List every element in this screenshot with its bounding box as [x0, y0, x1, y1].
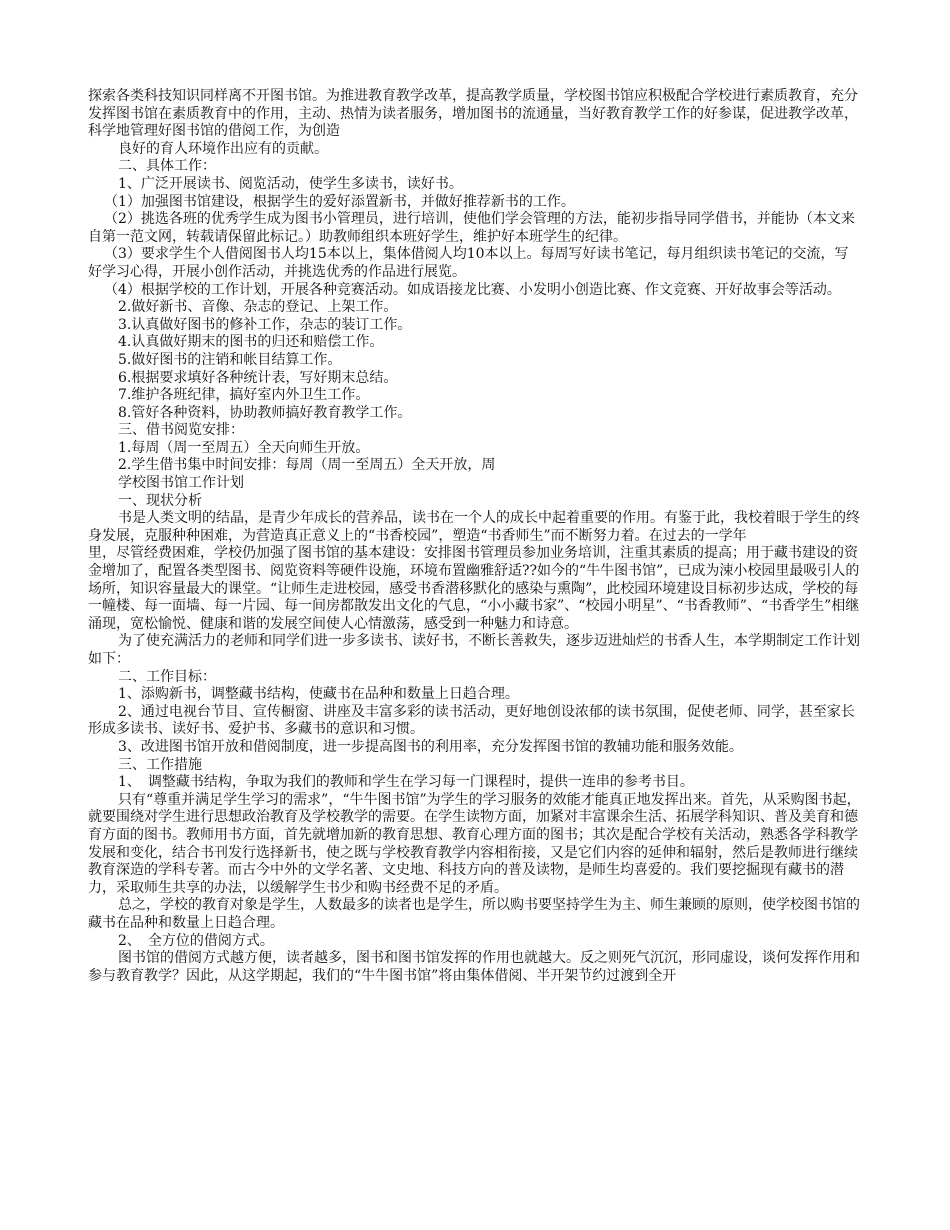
- paragraph: 8.管好各种资料，协助教师搞好教育教学工作。: [118, 404, 412, 421]
- paragraph: 1、 调整藏书结构，争取为我们的教师和学生在学习每一门课程时，提供一连串的参考书目。: [118, 774, 694, 791]
- paragraph: 二、具体工作：: [118, 158, 216, 175]
- paragraph: 2、 全方位的借阅方式。: [118, 932, 274, 949]
- paragraph: 三、借书阅览安排：: [118, 422, 244, 439]
- paragraph: 2、通过电视台节目、宣传橱窗、讲座及丰富多彩的读书活动，更好地创设浓郁的读书氛围，促使老师、同学，甚至家长形成多读书、读好书、爱护书、多藏书的意识和习惯。: [88, 703, 855, 738]
- paragraph: 学校图书馆工作计划: [118, 475, 244, 492]
- paragraph: 2.学生借书集中时间安排：每周（周一至周五）全天开放，周: [118, 457, 496, 474]
- paragraph: 书是人类文明的结晶，是青少年成长的营养品，读书在一个人的成长中起着重要的作用。有鉴于此，我校着眼于学生的终身发展，克服种种困难，为营造真正意义上的“书香校园”，塑造“书香师生”而不断努力着。在过去的一学年: [88, 510, 860, 544]
- paragraph: （4）根据学校的工作计划，开展各种竞赛活动。如成语接龙比赛、小发明小创造比赛、作文竞赛、开好故事会等活动。: [104, 281, 841, 298]
- paragraph: 图书馆的借阅方式越方便，读者越多，图书和图书馆发挥的作用也就越大。反之则死气沉沉，形同虚设，谈何发挥作用和参与教育教学？因此，从这学期起，我们的“牛牛图书馆”将由集体借阅、半开架节约过渡到全开: [88, 950, 860, 984]
- paragraph: 3、改进图书馆开放和借阅制度，进一步提高图书的利用率，充分发挥图书馆的教辅功能和服务效能。: [118, 738, 743, 755]
- paragraph: 总之，学校的教育对象是学生，人数最多的读者也是学生，所以购书要坚持学生为主、师生兼顾的原则，使学校图书馆的藏书在品种和数量上日趋合理。: [88, 897, 860, 931]
- paragraph: 5.做好图书的注销和帐目结算工作。: [118, 351, 342, 368]
- paragraph: 为了使充满活力的老师和同学们进一步多读书、读好书，不断长善救失，逐步迈进灿烂的书香人生，本学期制定工作计划如下：: [88, 633, 860, 667]
- paragraph: （2）挑选各班的优秀学生成为图书小管理员，进行培训，使他们学会管理的方法，能初步指导同学借书，并能协（本文来自第一范文网，转载请保留此标记。）助教师组织本班好学生，维护好本班学生的纪律。: [88, 211, 855, 245]
- paragraph: 三、工作措施: [118, 756, 202, 773]
- paragraph: 一、现状分析: [118, 492, 202, 509]
- paragraph: 探索各类科技知识同样离不开图书馆。为推进教育教学改革，提高教学质量，学校图书馆应积极配合学校进行素质教育，充分发挥图书馆在素质教育中的作用，主动、热情为读者服务，增加图书的流通量，当好教育教学工作的好参谋，促进教学改革，科学地管理好图书馆的借阅工作，为创造: [88, 88, 858, 140]
- paragraph: 3.认真做好图书的修补工作，杂志的装订工作。: [118, 316, 412, 333]
- paragraph: 二、工作目标：: [118, 668, 216, 685]
- paragraph: 1、广泛开展读书、阅览活动，使学生多读书，读好书。: [118, 175, 463, 192]
- paragraph: 4.认真做好期末的图书的归还和赔偿工作。: [118, 334, 384, 351]
- paragraph: 2.做好新书、音像、杂志的登记、上架工作。: [118, 299, 398, 316]
- paragraph: 只有“尊重并满足学生学习的需求”，“牛牛图书馆”为学生的学习服务的效能才能真正地发挥出来。首先，从采购图书起，就要围绕对学生进行思想政治教育及学校教学的需要。在学生读物方面，加紧对丰富课余生活、拓展学科知识、普及美育和德育方面的图书。教师用书方面，首先就增加新的教育思想、教育心理方面的图书；其次是配合学校有关活动，熟悉各学科教学发展和变化，结合书刊发行选择新书，使之既与学校教育教学内容相衔接，又是它们内容的延伸和辐射，然后是教师进行继续教育深造的学科专著。而古今中外的文学名著、文史地、科技方向的普及读物，是师生均喜爱的。我们要挖掘现有藏书的潜力，采取师生共享的办法，以缓解学生书少和购书经费不足的矛盾。: [88, 791, 861, 896]
- paragraph: 1、添购新书，调整藏书结构，使藏书在品种和数量上日趋合理。: [118, 686, 519, 703]
- paragraph: （3）要求学生个人借阅图书人均15本以上，集体借阅人均10本以上。每周写好读书笔记，每月组织读书笔记的交流，写好学习心得，开展小创作活动，并挑选优秀的作品进行展览。: [88, 246, 849, 280]
- paragraph: 6.根据要求填好各种统计表，写好期末总结。: [118, 369, 398, 386]
- paragraph: 里，尽管经费困难，学校仍加强了图书馆的基本建设：安排图书管理员参加业务培训，注重其素质的提高；用于藏书建设的资金增加了，配置各类型图书、阅览资料等硬件设施，环境布置幽雅舒适??如今的“牛牛图书馆”，已成为涑小校园里最吸引人的场所，知识容量最大的课堂。“让师生走进校园，感受书香潜移默化的感染与熏陶”，此校园环境建设目标初步达成，学校的每一幢楼、每一面墙、每一片园、每一间房都散发出文化的气息，“小小藏书家”、“校园小明星”、“书香教师”、“书香学生”相继涌现，宽松愉悦、健康和谐的发展空间使人心情激荡，感受到一种魅力和诗意。: [88, 545, 860, 632]
- paragraph: （1）加强图书馆建设，根据学生的爱好添置新书，并做好推荐新书的工作。: [104, 193, 575, 210]
- paragraph: 7.维护各班纪律，搞好室内外卫生工作。: [118, 387, 370, 404]
- paragraph: 良好的育人环境作出应有的贡献。: [118, 140, 328, 157]
- paragraph: 1.每周（周一至周五）全天向师生开放。: [118, 439, 370, 456]
